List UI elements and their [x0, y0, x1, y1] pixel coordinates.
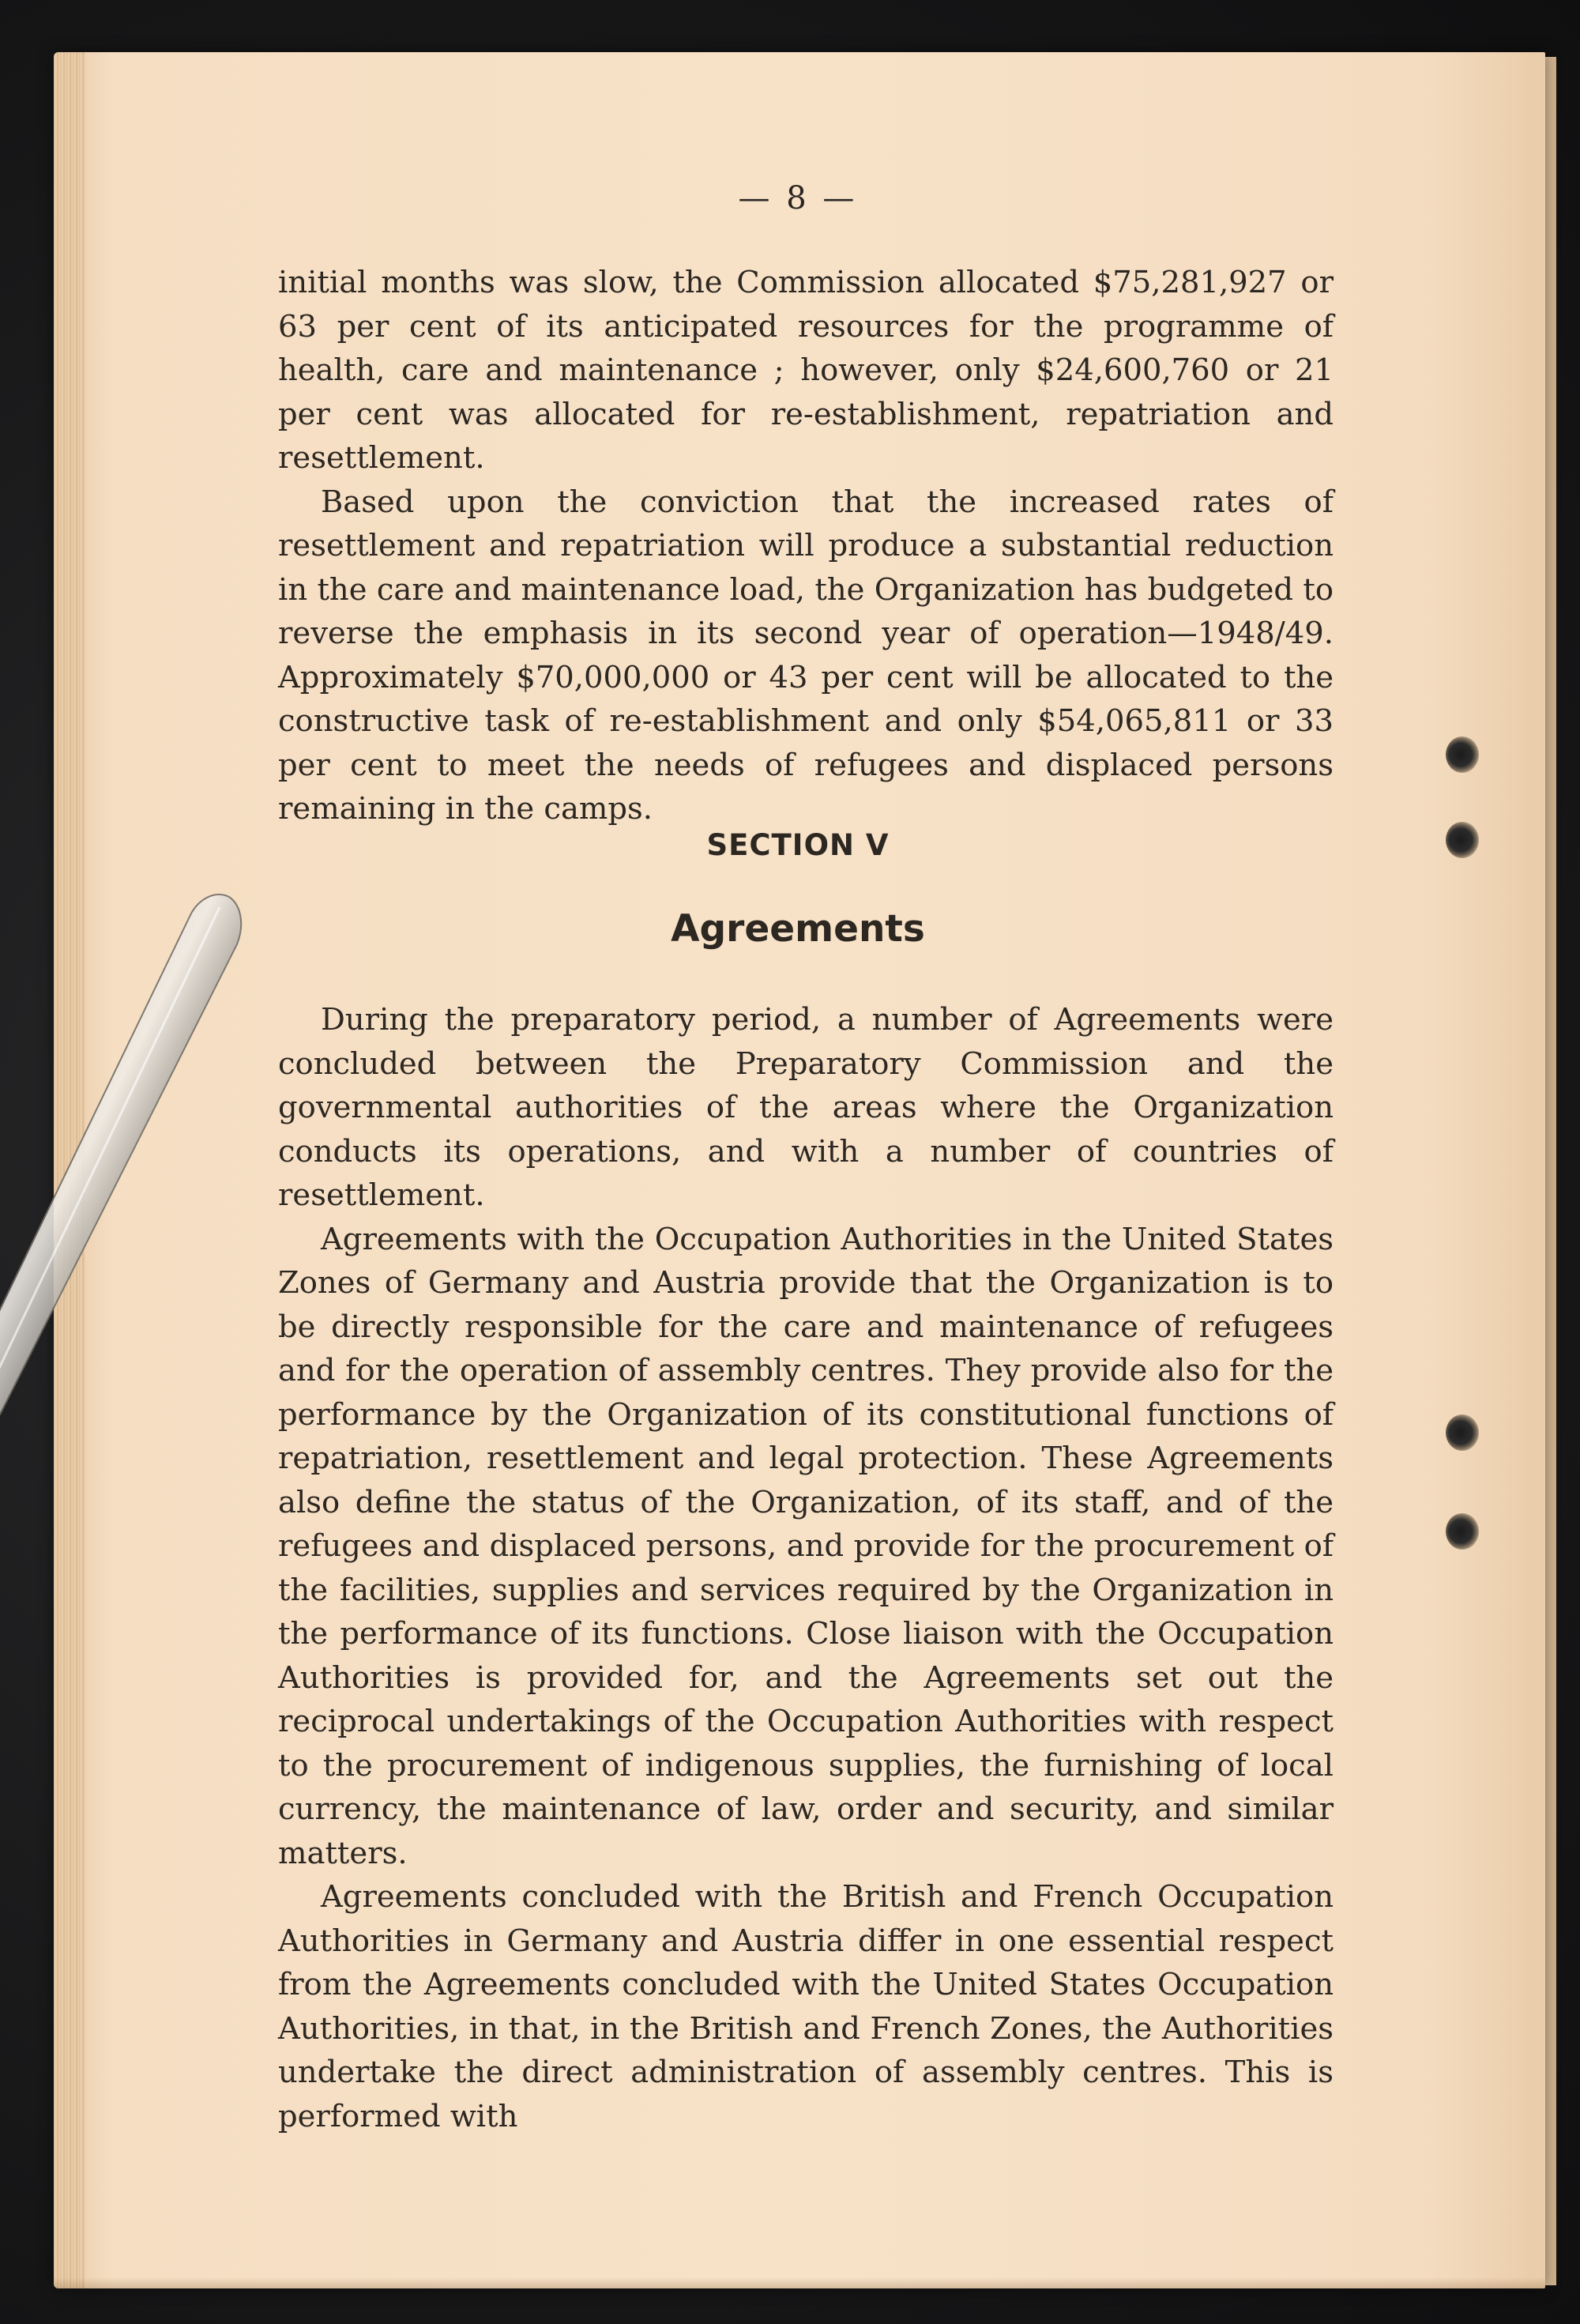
- page-edges: [54, 52, 85, 2288]
- text-block-top: [278, 261, 1334, 831]
- punch-hole-3: [1446, 1414, 1479, 1451]
- paragraph-continuation: initial months was slow, the Commission allocated $75,281,927 or 63 per cent of its anticipated resources for the programme of health, care and maintenance ; however, only $24,600,760 or 21 per cent was allocated for re-establishment, repatriation and resettlement.: [278, 265, 1334, 476]
- punch-hole-1: [1446, 736, 1479, 773]
- paragraph-british-french: Agreements concluded with the British and French Occupation Authorities in Germany and Austria differ in one essential respect from the Agreements concluded with the United States Occupation Authorities, in that, in the British and French Zones, the Authorities undertake the direct administration of assembly centres. This is performed with: [278, 1879, 1334, 2134]
- page-number: — 8 —: [738, 180, 858, 217]
- text-block-section: [278, 998, 1334, 2138]
- paragraph-us-zones: Agreements with the Occupation Authorities in the United States Zones of Germany and Austria provide that the Organization is to be directly responsible for the care and maintenance of refugees and for the operation of assembly centres. They provide also for the performance by the Organization of its constitutional functions of repatriation, resettlement and legal protection. These Agreements also define the status of the Organization, of its staff, and of the refugees and displaced persons, and provide for the procurement of the facilities, supplies and services required by the Organization in the performance of its functions. Close liaison with the Occupation Authorities is provided for, and the Agreements set out the reciprocal undertakings of the Occupation Authorities with respect to the procurement of indigenous supplies, the furnishing of local currency, the maintenance of law, order and security, and similar matters.: [278, 1221, 1334, 1871]
- paragraph-budget: Based upon the conviction that the increased rates of resettlement and repatriation will produce a substantial reduction in the care and maintenance load, the Organization has budgeted to reverse the emphasis in its second year of operation—1948/49. Approximately $70,000,000 or 43 per cent will be allocated to the constructive task of re-establishment and only $54,065,811 or 33 per cent to meet the needs of refugees and displaced persons remaining in the camps.: [278, 484, 1334, 827]
- paragraph-preparatory: During the preparatory period, a number of Agreements were concluded between the Preparatory Commission and the governmental authorities of the areas where the Organization conducts its operations, and with a number of countries of resettlement.: [278, 1002, 1334, 1213]
- section-label: SECTION V: [706, 828, 890, 862]
- punch-hole-2: [1446, 822, 1479, 858]
- section-title: Agreements: [671, 907, 925, 951]
- page-bottom-edge: [54, 2277, 1545, 2288]
- punch-hole-4: [1446, 1513, 1479, 1550]
